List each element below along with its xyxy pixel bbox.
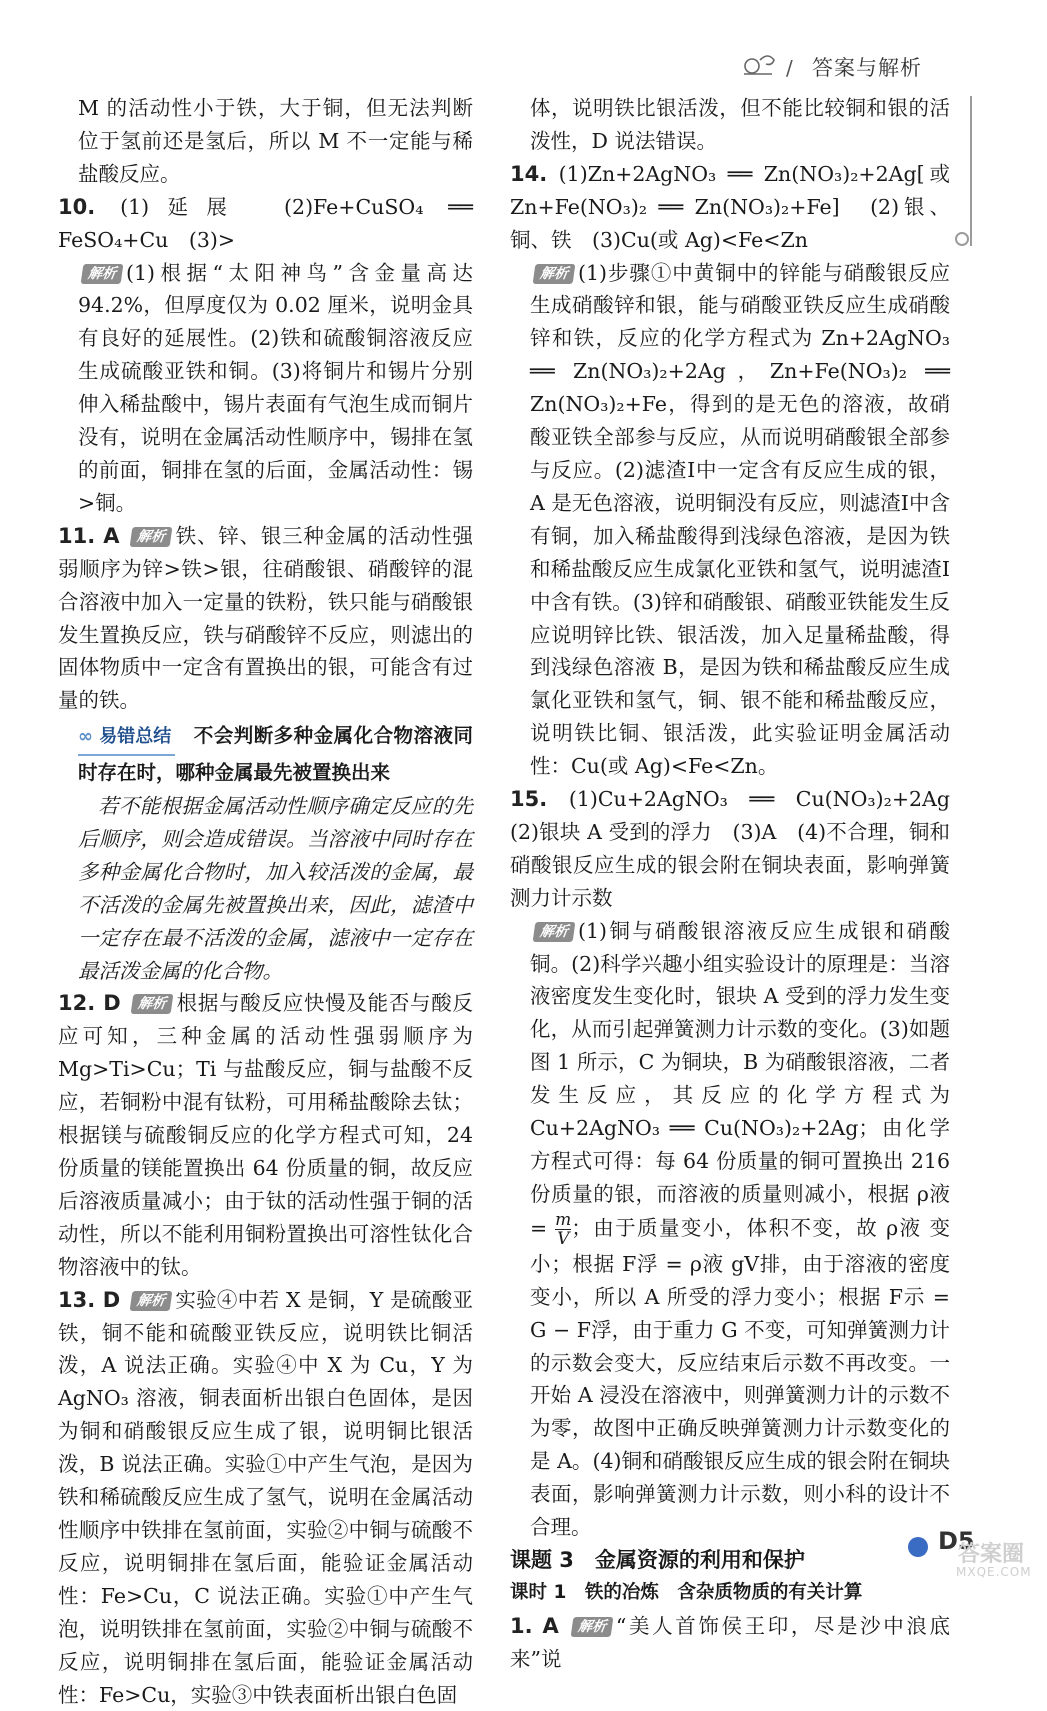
question-10 bbox=[58, 191, 473, 257]
q15-answer: (1)Cu+2AgNO₃ ══ Cu(NO₃)₂+2Ag (2)银块 A 受到的浮力 (3)A (4)不合理，铜和硝酸银反应生成的银会附在铜块表面，影响弹簧测力计示数 bbox=[510, 787, 971, 910]
q10-explanation bbox=[58, 257, 473, 520]
margin-rail bbox=[960, 96, 972, 246]
right-continuation: 体，说明铁比银活泼，但不能比较铜和银的活泼性，D 说法错误。 bbox=[530, 96, 950, 153]
q10-number: 10. bbox=[58, 194, 96, 219]
q10-answer: (1)延展 (2)Fe+CuSO₄ ══ FeSO₄+Cu (3)> bbox=[58, 194, 473, 252]
page-dot-icon bbox=[908, 1537, 928, 1557]
analysis-tag: 解析 bbox=[533, 264, 576, 284]
question-11 bbox=[58, 520, 473, 717]
left-continuation: M 的活动性小于铁，大于铜，但无法判断位于氢前还是氢后，所以 M 不一定能与稀盐酸反应。 bbox=[78, 96, 473, 186]
q12-number: 12. D bbox=[58, 991, 121, 1016]
link-icon: ∞ bbox=[78, 726, 93, 748]
analysis-tag: 解析 bbox=[130, 1291, 173, 1311]
q1-expl-text: “美人首饰侯王印，尽是沙中浪底来”说 bbox=[510, 1613, 951, 1671]
fraction-numerator: m bbox=[555, 1209, 572, 1230]
q14-explanation bbox=[510, 257, 950, 784]
page-footer bbox=[890, 1525, 1040, 1579]
question-13 bbox=[58, 1284, 473, 1711]
left-column bbox=[58, 92, 473, 1711]
q15-explanation bbox=[510, 915, 950, 1544]
q14-expl-text: (1)步骤①中黄铜中的锌能与硝酸银反应生成硝酸锌和银，能与硝酸亚铁反应生成硝酸锌和铁，反应的化学方程式为 Zn+2AgNO₃ ══ Zn(NO₃)₂+2Ag，Zn+Fe(NO₃)₂ ══ Zn(NO₃)₂+Fe，得到的是无色的溶液，故硝酸亚铁全部参与反应，从而说明硝酸银全部参与反应。(2)滤渣Ⅰ中一定含有反应生成的银，A 是无色溶液，说明铜没有反应，则滤渣Ⅰ中含有铜，加入稀盐酸得到浅绿色溶液，是因为铁和稀盐酸反应生成氯化亚铁和氢气，说明滤渣Ⅰ中含有铁。(3)锌和硝酸银、硝酸亚铁能发生反应说明锌比铁、银活泼，加入足量稀盐酸，得到浅绿色溶液 B，是因为铁和稀盐酸反应生成氯化亚铁和氢气，铜、银不能和稀盐酸反应，说明铁比铜、银活泼，此实验证明金属活动性：Cu(或 Ag)<Fe<Zn。 bbox=[530, 260, 950, 779]
section-title: 课题 3 金属资源的利用和保护 bbox=[510, 1547, 805, 1572]
error-summary-text: 若不能根据金属活动性顺序确定反应的先后顺序，则会造成错误。当溶液中同时存在多种金属化合物时，加入较活泼的金属，最不活泼的金属先被置换出来，因此，滤渣中一定存在最不活泼的金属，滤液中一定存在最活泼金属的化合物。 bbox=[78, 794, 473, 983]
watermark-site: MXQE.COM bbox=[956, 1565, 1032, 1579]
q11-expl-text: 铁、锌、银三种金属的活动性强弱顺序为锌>铁>银，往硝酸银、硝酸锌的混合溶液中加入一定量的铁粉，铁只能与硝酸银发生置换反应，铁与硝酸锌不反应，则滤出的固体物质中一定含有置换出的银，可能含有过量的铁。 bbox=[58, 523, 473, 713]
analysis-tag: 解析 bbox=[571, 1617, 614, 1637]
question-15 bbox=[510, 783, 971, 915]
question-12 bbox=[58, 987, 473, 1283]
page-number: D5 bbox=[938, 1527, 975, 1555]
q14-number: 14. bbox=[510, 161, 548, 186]
question-14 bbox=[510, 158, 950, 257]
q15-expl-text-1: (1)铜与硝酸银溶液反应生成银和硝酸铜。(2)科学兴趣小组实验设计的原理是：当溶液密度发生变化时，银块 A 受到的浮力发生变化，从而引起弹簧测力计示数的变化。(3)如题图 1 所示，C 为铜块，B 为硝酸银溶液，二者发生反应，其反应的化学方程式为 Cu+2AgNO₃ ══ Cu(NO₃)₂+2Ag；由化学方程式可得：每 64 份质量的铜可置换出 216 份质量的银，而溶液的质量则减小，根据 ρ液 = bbox=[530, 918, 950, 1240]
q15-expl-text-2: ；由于质量变小，体积不变，故 ρ液 变小；根据 F浮 = ρ液 gV排，由于溶液的密度变小，所以 A 所受的浮力变小；根据 F示 = G − F浮，由于重力 G 不变，可知弹簧测力计的示数会变大，反应结束后示数不再改变。一开始 A 浸没在溶液中，则弹簧测力计的示数不为零，故图中正确反映弹簧测力计示数变化的是 A。(4)铜和硝酸银反应生成的银会附在铜块表面，影响弹簧测力计示数，则小科的设计不合理。 bbox=[530, 1215, 950, 1540]
q10-expl-text: (1)根据“太阳神鸟”含金量高达 94.2%，但厚度仅为 0.02 厘米，说明金具有良好的延展性。(2)铁和硫酸铜溶液反应生成硫酸亚铁和铜。(3)将铜片和锡片分别伸入稀盐酸中，锡片表面有气泡生成而铜片没有，说明在金属活动性顺序中，锡排在氢的前面，铜排在氢的后面，金属活动性：锡>铜。 bbox=[78, 260, 473, 515]
analysis-tag: 解析 bbox=[81, 264, 124, 284]
page-header bbox=[740, 48, 970, 88]
q1-number: 1. A bbox=[510, 1613, 559, 1638]
fraction-denominator: V bbox=[557, 1228, 570, 1249]
q12-expl-text: 根据与酸反应快慢及能否与酸反应可知，三种金属的活动性强弱顺序为 Mg>Ti>Cu；Ti 与盐酸反应，铜与盐酸不反应，若铜粉中混有钛粉，可用稀盐酸除去钛；根据镁与硫酸铜反应的化学方程式可知，24 份质量的镁能置换出 64 份质量的铜，故反应后溶液质量减小；由于钛的活动性强于铜的活动性，所以不能利用铜粉置换出可溶性钛化合物溶液中的钛。 bbox=[58, 991, 473, 1279]
watermark: 答案圈 bbox=[958, 1542, 1025, 1567]
header-title: 答案与解析 bbox=[812, 56, 922, 80]
error-summary-title: 不会判断多种金属化合物溶液同时存在时，哪种金属最先被置换出来 bbox=[78, 724, 473, 785]
q13-number: 13. D bbox=[58, 1287, 121, 1312]
error-summary-label: ∞ 易错总结 bbox=[78, 721, 175, 756]
q15-number: 15. bbox=[510, 787, 548, 812]
decorative-doodle-icon bbox=[740, 50, 778, 78]
header-slash: / bbox=[786, 56, 793, 80]
analysis-tag: 解析 bbox=[129, 527, 172, 547]
density-fraction bbox=[555, 1211, 571, 1248]
analysis-tag: 解析 bbox=[131, 994, 174, 1014]
q14-answer: (1)Zn+2AgNO₃ ══ Zn(NO₃)₂+2Ag[或 Zn+Fe(NO₃)₂ ══ Zn(NO₃)₂+Fe] (2)银、铜、铁 (3)Cu(或 Ag)<Fe<Zn bbox=[510, 161, 950, 252]
q13-expl-text: 实验④中若 X 是铜，Y 是硫酸亚铁，铜不能和硫酸亚铁反应，说明铁比铜活泼，A 说法正确。实验④中 X 为 Cu，Y 为 AgNO₃ 溶液，铜表面析出银白色固体，是因为铜和硝酸银反应生成了银，说明铜比银活泼，B 说法正确。实验①中产生气泡，是因为铁和稀硫酸反应生成了氢气，说明在金属活动性顺序中铁排在氢前面，实验②中铜与硫酸不反应，说明铜排在氢后面，能验证金属活动性：Fe>Cu，C 说法正确。实验①中产生气泡，说明铁排在氢前面，实验②中铜与硫酸不反应，说明铜排在氢后面，能验证金属活动性：Fe>Cu，实验③中铁表面析出银白色固 bbox=[58, 1287, 473, 1707]
error-summary bbox=[58, 719, 473, 987]
subsection-title: 课时 1 铁的冶炼 含杂质物质的有关计算 bbox=[510, 1581, 863, 1603]
analysis-tag: 解析 bbox=[533, 922, 576, 942]
q11-number: 11. A bbox=[58, 523, 120, 548]
margin-rail-knob bbox=[955, 232, 969, 246]
question-1 bbox=[510, 1610, 950, 1676]
